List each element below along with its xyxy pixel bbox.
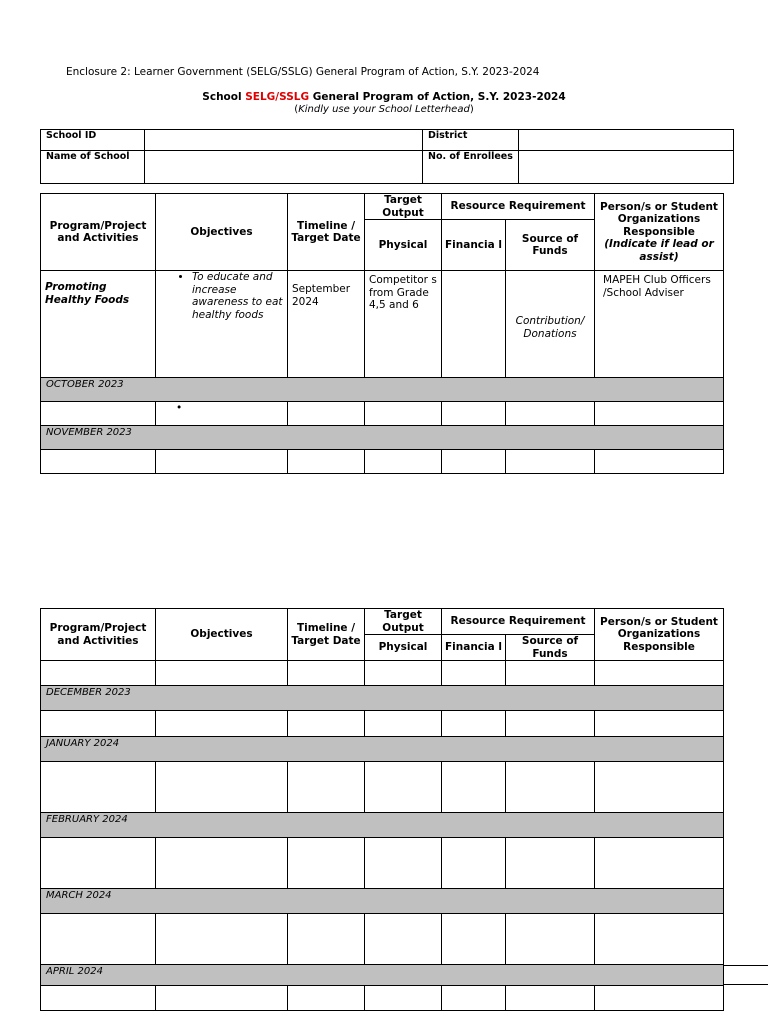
subtitle-text: Kindly use your School Letterhead [298, 104, 470, 115]
table-overflow-line [723, 984, 768, 985]
col-objectives: Objectives [156, 194, 288, 271]
program-table-2 [40, 608, 724, 1011]
empty-cell[interactable] [156, 450, 288, 474]
empty-cell[interactable] [442, 711, 506, 737]
month-label: OCTOBER 2023 [41, 378, 724, 402]
empty-cell[interactable] [156, 914, 288, 965]
table-row [41, 661, 724, 686]
empty-cell[interactable] [365, 661, 442, 686]
col-target-output: Target Output [365, 609, 442, 635]
col-source: Source of Funds [506, 220, 595, 271]
school-name-label: Name of School [41, 151, 145, 184]
program-table-1 [40, 193, 724, 474]
col-persons [595, 194, 724, 271]
col-financial: Financia l [442, 635, 506, 661]
empty-cell[interactable] [288, 711, 365, 737]
month-label: JANUARY 2024 [41, 737, 724, 762]
physical-cell[interactable]: Competitor s from Grade 4,5 and 6 [365, 271, 442, 378]
empty-cell[interactable] [506, 661, 595, 686]
objective-cell[interactable]: • [156, 402, 288, 426]
col-resource: Resource Requirement [442, 194, 595, 220]
empty-cell[interactable] [156, 838, 288, 889]
col-resource: Resource Requirement [442, 609, 595, 635]
empty-cell[interactable] [595, 402, 724, 426]
empty-cell[interactable] [288, 762, 365, 813]
school-name-field[interactable] [145, 151, 423, 184]
empty-cell[interactable] [506, 838, 595, 889]
enclosure-line: Enclosure 2: Learner Government (SELG/SSLG) General Program of Action, S.Y. 2023-2024 [66, 66, 540, 78]
empty-cell[interactable] [595, 838, 724, 889]
col-timeline: Timeline / Target Date [288, 609, 365, 661]
month-row [41, 378, 724, 402]
table-row [41, 838, 724, 889]
month-row [41, 813, 724, 838]
persons-cell[interactable]: MAPEH Club Officers /School Adviser [595, 271, 724, 378]
empty-cell[interactable] [595, 986, 724, 1011]
empty-cell[interactable] [595, 450, 724, 474]
empty-cell[interactable] [288, 986, 365, 1011]
district-label: District [423, 130, 519, 151]
subtitle-close: ) [469, 104, 474, 115]
objective-cell[interactable] [156, 271, 288, 378]
empty-cell[interactable] [595, 762, 724, 813]
empty-cell[interactable] [156, 711, 288, 737]
empty-cell[interactable] [365, 986, 442, 1011]
empty-cell[interactable] [506, 914, 595, 965]
empty-cell[interactable] [442, 986, 506, 1011]
col-financial: Financia l [442, 220, 506, 271]
month-label: MARCH 2024 [41, 889, 724, 914]
school-info-table [40, 129, 734, 184]
empty-cell[interactable] [41, 838, 156, 889]
title-suffix: General Program of Action, S.Y. 2023-2024 [309, 91, 566, 103]
col-persons-note: (Indicate if lead or assist) [604, 238, 714, 263]
empty-cell[interactable] [365, 450, 442, 474]
table-row [41, 986, 724, 1011]
empty-cell[interactable] [506, 402, 595, 426]
empty-cell[interactable] [365, 711, 442, 737]
empty-cell[interactable] [442, 450, 506, 474]
enrollees-field[interactable] [519, 151, 734, 184]
empty-cell[interactable] [41, 711, 156, 737]
empty-cell[interactable] [156, 762, 288, 813]
empty-cell[interactable] [442, 914, 506, 965]
empty-cell[interactable] [288, 914, 365, 965]
empty-cell[interactable] [41, 402, 156, 426]
empty-cell[interactable] [442, 661, 506, 686]
empty-cell[interactable] [442, 838, 506, 889]
empty-cell[interactable] [442, 762, 506, 813]
objective-item: • To educate and increase awareness to eat healthy foods [192, 271, 287, 321]
month-row [41, 686, 724, 711]
col-target-output: Target Output [365, 194, 442, 220]
col-persons-text: Person/s or Student Organizations Responsible [600, 200, 718, 238]
title-prefix: School [202, 91, 246, 103]
empty-cell[interactable] [365, 402, 442, 426]
empty-cell[interactable] [365, 838, 442, 889]
empty-cell[interactable] [288, 450, 365, 474]
month-row [41, 426, 724, 450]
month-label: NOVEMBER 2023 [41, 426, 724, 450]
empty-cell[interactable] [41, 450, 156, 474]
source-cell[interactable]: Contribution/ Donations [506, 271, 595, 378]
document-title [0, 91, 768, 103]
col-program: Program/Project and Activities [41, 609, 156, 661]
empty-cell[interactable] [506, 450, 595, 474]
empty-cell[interactable] [595, 661, 724, 686]
col-program: Program/Project and Activities [41, 194, 156, 271]
empty-cell[interactable] [41, 762, 156, 813]
empty-cell[interactable] [41, 914, 156, 965]
empty-cell[interactable] [506, 986, 595, 1011]
empty-cell[interactable] [365, 762, 442, 813]
table-row [41, 914, 724, 965]
title-highlight: SELG/SSLG [245, 91, 310, 103]
empty-cell[interactable] [41, 986, 156, 1011]
col-physical: Physical [365, 635, 442, 661]
empty-cell[interactable] [288, 661, 365, 686]
empty-cell[interactable] [595, 711, 724, 737]
empty-cell[interactable] [506, 762, 595, 813]
empty-cell[interactable] [595, 914, 724, 965]
school-id-field[interactable] [145, 130, 423, 151]
col-objectives: Objectives [156, 609, 288, 661]
table-row [41, 711, 724, 737]
school-id-label: School ID [41, 130, 145, 151]
table-row [41, 762, 724, 813]
month-row [41, 737, 724, 762]
col-persons: Person/s or Student Organizations Responsible [595, 609, 724, 661]
table-row [41, 271, 724, 378]
program-cell[interactable]: Promoting Healthy Foods [41, 271, 156, 378]
table-row [41, 402, 724, 426]
subtitle-open: ( [294, 104, 299, 115]
col-source: Source of Funds [506, 635, 595, 661]
empty-cell[interactable] [365, 914, 442, 965]
financial-cell[interactable] [442, 271, 506, 378]
month-row [41, 965, 724, 986]
empty-cell[interactable] [288, 838, 365, 889]
empty-cell[interactable] [156, 986, 288, 1011]
document-subtitle [0, 104, 768, 115]
empty-cell[interactable] [442, 402, 506, 426]
empty-cell[interactable] [41, 661, 156, 686]
district-field[interactable] [519, 130, 734, 151]
month-label: DECEMBER 2023 [41, 686, 724, 711]
col-timeline: Timeline / Target Date [288, 194, 365, 271]
col-physical: Physical [365, 220, 442, 271]
table-row [41, 450, 724, 474]
empty-cell[interactable] [288, 402, 365, 426]
month-row [41, 889, 724, 914]
month-label: APRIL 2024 [41, 965, 724, 986]
table-overflow-line [723, 965, 768, 966]
timeline-cell[interactable]: September 2024 [288, 271, 365, 378]
empty-cell[interactable] [506, 711, 595, 737]
enrollees-label: No. of Enrollees [423, 151, 519, 184]
empty-cell[interactable] [156, 661, 288, 686]
month-label: FEBRUARY 2024 [41, 813, 724, 838]
